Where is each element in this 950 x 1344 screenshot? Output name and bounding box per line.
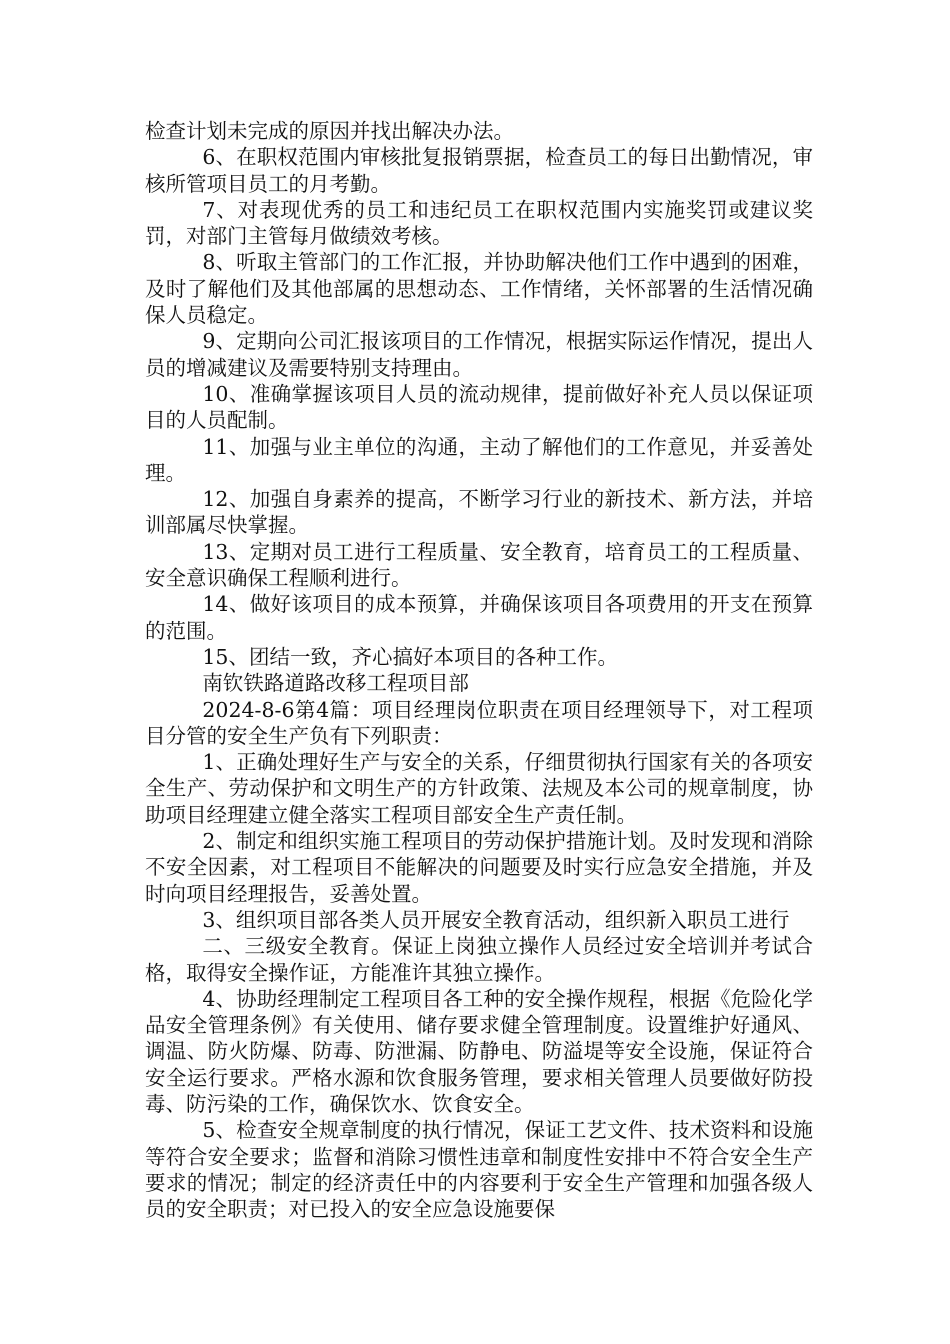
document-body [145,118,813,1222]
paragraph: 1、正确处理好生产与安全的关系，仔细贯彻执行国家有关的各项安全生产、劳动保护和文明生产的方针政策、法规及本公司的规章制度，协助项目经理建立健全落实工程项目部安全生产责任制。 [145,750,813,827]
paragraph: 3、组织项目部各类人员开展安全教育活动，组织新入职员工进行 [202,907,790,932]
paragraph: 检查计划未完成的原因并找出解决办法。 [145,119,514,143]
paragraph: 2024-8-6第4篇：项目经理岗位职责在项目经理领导下，对工程项目分管的安全生产负有下列职责： [145,697,813,748]
paragraph: 13、定期对员工进行工程质量、安全教育，培育员工的工程质量、安全意识确保工程顺利进行。 [145,539,813,591]
paragraph: 4、协助经理制定工程项目各工种的安全操作规程，根据《危险化学品安全管理条例》有关使用、储存要求健全管理制度。设置维护好通风、调温、防火防爆、防毒、防泄漏、防静电、防溢堤等安全设施，保证符合安全运行要求。严格水源和饮食服务管理，要求相关管理人员要做好防投毒、防污染的工作，确保饮水、饮食安全。 [145,986,813,1116]
paragraph: 15、团结一致，齐心搞好本项目的各种工作。 [202,644,618,669]
paragraph: 11、加强与业主单位的沟通，主动了解他们的工作意见，并妥善处理。 [145,434,813,485]
paragraph: 7、对表现优秀的员工和违纪员工在职权范围内实施奖罚或建议奖罚，对部门主管每月做绩效考核。 [145,197,813,249]
paragraph: 12、加强自身素养的提高，不断学习行业的新技术、新方法，并培训部属尽快掌握。 [145,487,813,538]
paragraph: 8、听取主管部门的工作汇报，并协助解决他们工作中遇到的困难，及时了解他们及其他部属的思想动态、工作情绪，关怀部署的生活情况确保人员稳定。 [145,250,813,328]
paragraph: 2、制定和组织实施工程项目的劳动保护措施计划。及时发现和消除不安全因素，对工程项目不能解决的问题要及时实行应急安全措施，并及时向项目经理报告，妥善处置。 [145,829,813,906]
paragraph: 5、检查安全规章制度的执行情况，保证工艺文件、技术资料和设施等符合安全要求；监督和消除习惯性违章和制度性安排中不符合安全生产要求的情况；制定的经济责任中的内容要利于安全生产管理和加强各级人员的安全职责；对已投入的安全应急设施要保 [145,1118,813,1222]
paragraph: 10、准确掌握该项目人员的流动规律，提前做好补充人员以保证项目的人员配制。 [145,381,813,433]
paragraph: 9、定期向公司汇报该项目的工作情况，根据实际运作情况，提出人员的增减建议及需要特别支持理由。 [145,329,813,380]
paragraph: 6、在职权范围内审核批复报销票据，检查员工的每日出勤情况，审核所管项目员工的月考勤。 [145,145,813,196]
paragraph: 二、三级安全教育。保证上岗独立操作人员经过安全培训并考试合格，取得安全操作证，方能准许其独立操作。 [145,934,813,985]
project-department-signature: 南钦铁路道路改移工程项目部 [202,671,469,696]
paragraph: 14、做好该项目的成本预算，并确保该项目各项费用的开支在预算的范围。 [145,592,813,643]
